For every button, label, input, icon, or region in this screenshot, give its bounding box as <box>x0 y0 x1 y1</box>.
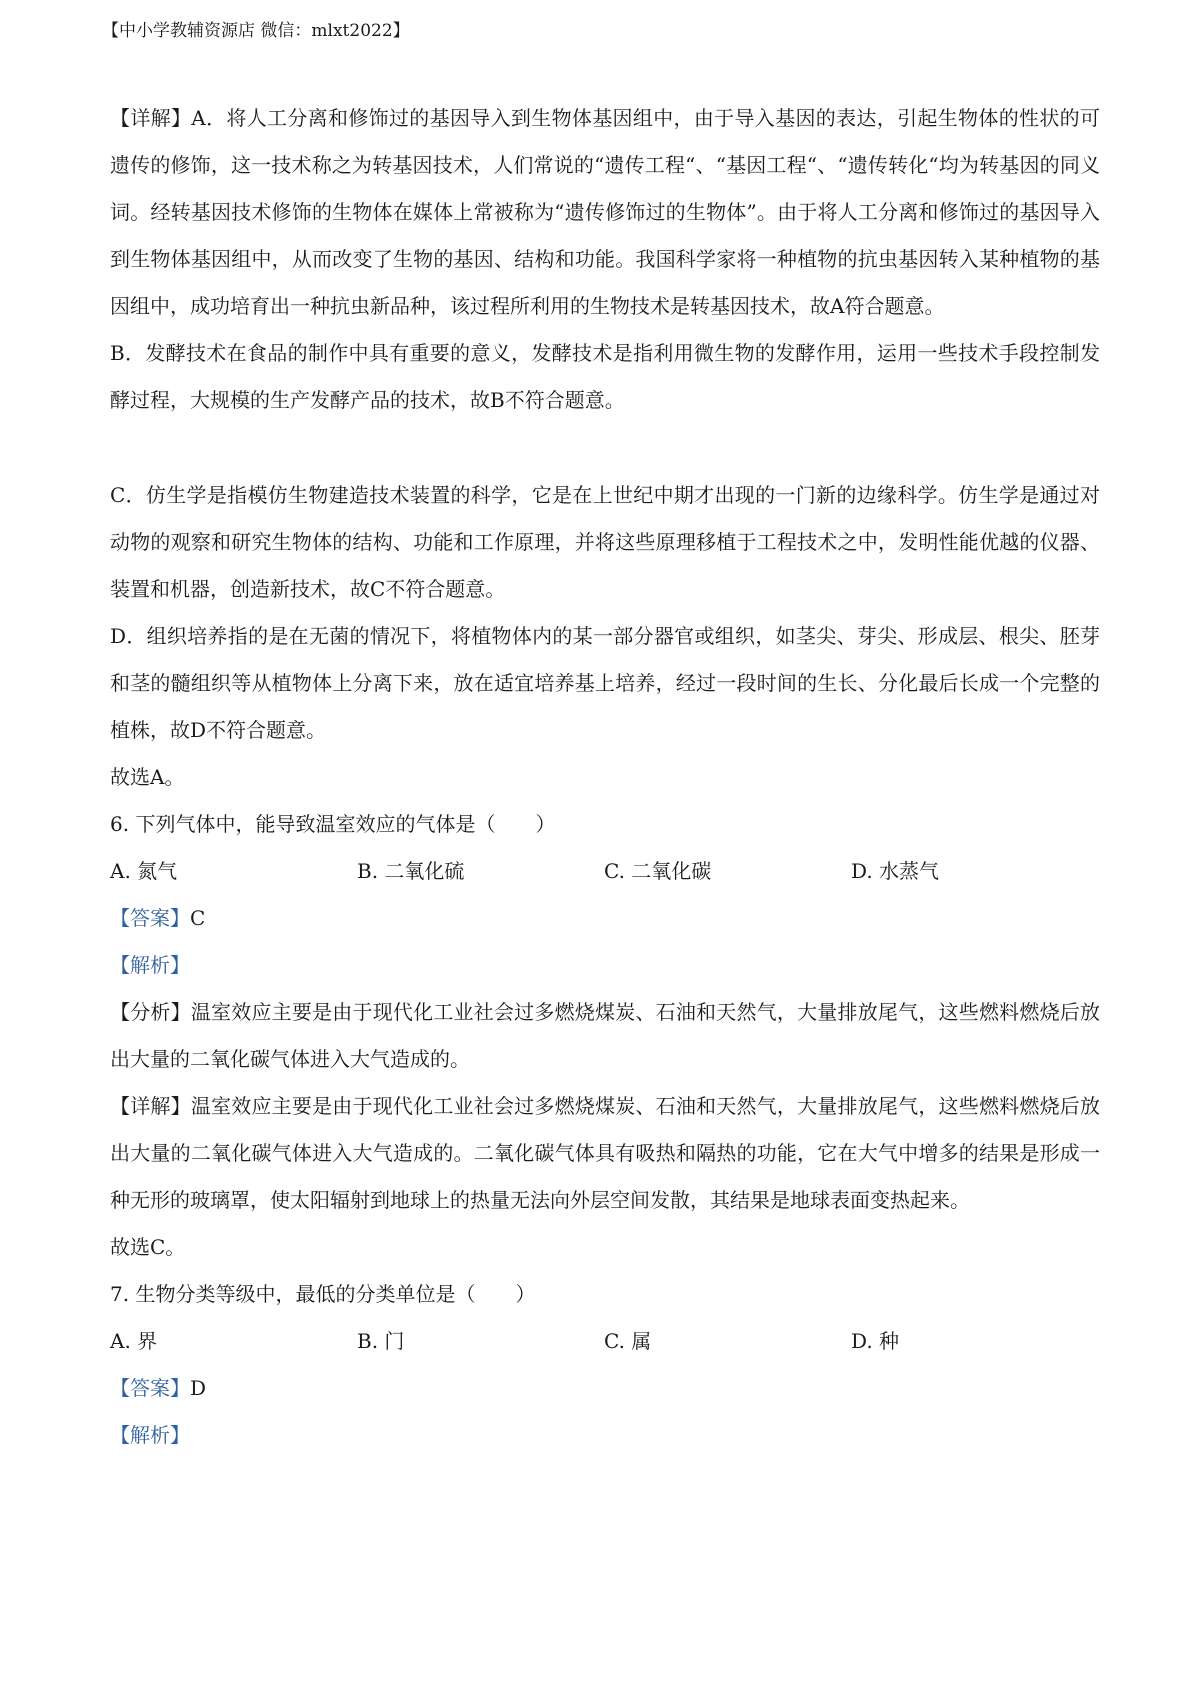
analysis-label: 【解析】 <box>110 1423 190 1447</box>
q6-option-b: B. 二氧化硫 <box>357 859 465 883</box>
q7-option-c: C. 属 <box>604 1329 652 1353</box>
analysis-sub-label: 【分析】 <box>110 1000 191 1024</box>
q6-analysis <box>110 989 1100 1083</box>
q7-option-a: A. 界 <box>110 1329 158 1353</box>
q7-analysis-heading <box>110 1412 1100 1459</box>
q6-options <box>110 848 1100 895</box>
q5-detail-b: B．发酵技术在食品的制作中具有重要的意义，发酵技术是指利用微生物的发酵作用，运用一些技术手段控制发酵过程，大规模的生产发酵产品的技术，故B不符合题意。 <box>110 341 1100 412</box>
q6-option-d: D. 水蒸气 <box>851 859 940 883</box>
detail-label: 【详解】 <box>110 1094 191 1118</box>
analysis-text: 温室效应主要是由于现代化工业社会过多燃烧煤炭、石油和天然气，大量排放尾气，这些燃料燃烧后放出大量的二氧化碳气体进入大气造成的。 <box>110 1000 1101 1071</box>
detail-a-text: A．将人工分离和修饰过的基因导入到生物体基因组中，由于导入基因的表达，引起生物体的性状的可遗传的修饰，这一技术称之为转基因技术，人们常说的“遗传工程“、“基因工程“、“遗传转化“均为转基因的同义词。经转基因技术修饰的生物体在媒体上常被称为“遗传修饰过的生物体”。由于将人工分离和修饰过的基因导入到生物体基因组中，从而改变了生物的基因、结构和功能。我国科学家将一种植物的抗虫基因转入某种植物的基因组中，成功培育出一种抗虫新品种，该过程所利用的生物技术是转基因技术，故A符合题意。 <box>110 106 1100 318</box>
analysis-label: 【解析】 <box>110 953 190 977</box>
q6-option-c: C. 二氧化碳 <box>604 859 712 883</box>
answer-value: C <box>190 906 206 930</box>
answer-value: D <box>190 1376 207 1400</box>
q6-answer <box>110 895 1100 942</box>
q5-conclusion: 故选A。 <box>110 765 185 789</box>
q7-option-b: B. 门 <box>357 1329 405 1353</box>
detail-text: 温室效应主要是由于现代化工业社会过多燃烧煤炭、石油和天然气，大量排放尾气，这些燃料燃烧后放出大量的二氧化碳气体进入大气造成的。二氧化碳气体具有吸热和隔热的功能，它在大气中增多的结果是形成一种无形的玻璃罩，使太阳辐射到地球上的热量无法向外层空间发散，其结果是地球表面变热起来。 <box>110 1094 1101 1212</box>
q6-detail <box>110 1083 1100 1224</box>
detail-label: 【详解】 <box>110 106 192 130</box>
answer-label: 【答案】 <box>110 1376 190 1400</box>
q5-detail-d: D．组织培养指的是在无菌的情况下，将植物体内的某一部分器官或组织，如茎尖、芽尖、形成层、根尖、胚芽和茎的髓组织等从植物体上分离下来，放在适宜培养基上培养，经过一段时间的生长、分化最后长成一个完整的植株，故D不符合题意。 <box>110 624 1100 742</box>
q7-option-d: D. 种 <box>851 1329 900 1353</box>
q7-answer <box>110 1365 1100 1412</box>
q6-option-a: A. 氮气 <box>110 859 178 883</box>
q5-detail-c: C．仿生学是指模仿生物建造技术装置的科学，它是在上世纪中期才出现的一门新的边缘科学。仿生学是通过对动物的观察和研究生物体的结构、功能和工作原理，并将这些原理移植于工程技术之中，发明性能优越的仪器、装置和机器，创造新技术，故C不符合题意。 <box>110 483 1100 601</box>
answer-label: 【答案】 <box>110 906 190 930</box>
page-header: 【中小学教辅资源店 微信：mlxt2022】 <box>102 21 410 41</box>
q6-conclusion: 故选C。 <box>110 1235 186 1259</box>
q7-question: 7. 生物分类等级中，最低的分类单位是（ ） <box>110 1282 536 1306</box>
spacer <box>110 424 1100 472</box>
q5-detail-a <box>110 95 1100 330</box>
q6-question: 6. 下列气体中，能导致温室效应的气体是（ ） <box>110 812 556 836</box>
q6-analysis-heading <box>110 942 1100 989</box>
q7-options <box>110 1318 1100 1365</box>
document-body <box>110 95 1100 1459</box>
